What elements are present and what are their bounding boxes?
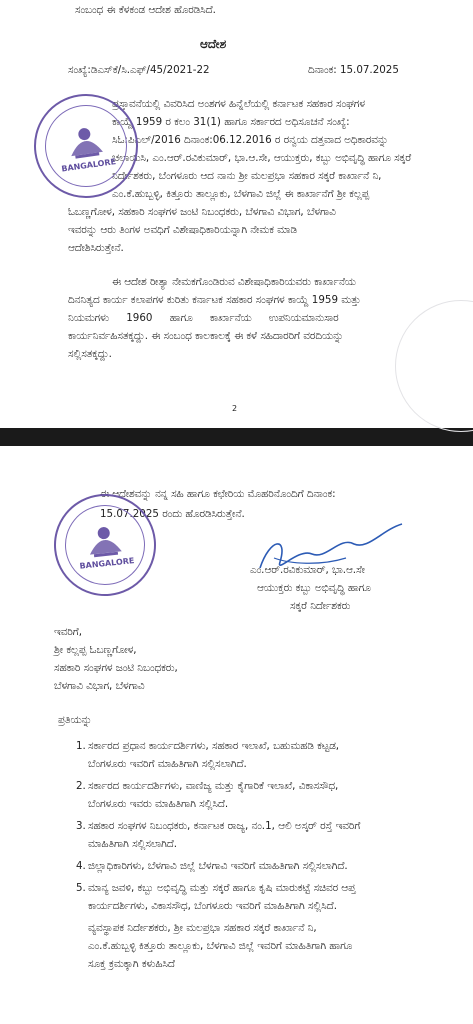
para1-line: ಪ್ರಸ್ತಾವನೆಯಲ್ಲಿ ವಿವರಿಸಿದ ಅಂಶಗಳ ಹಿನ್ನೆಲೆಯಲ್ಲಿ ಕರ್ನಾಟಕ ಸಹಕಾರ ಸಂಘಗಳ [112,98,365,110]
list-item-line: ಜಿಲ್ಲಾಧಿಕಾರಿಗಳು, ಬೆಳಗಾವಿ ಜಿಲ್ಲೆ ಬೆಳಗಾವಿ ಇವರಿಗೆ ಮಾಹಿತಿಗಾಗಿ ಸಲ್ಲಿಸಲಾಗಿದೆ. [88,860,348,872]
para2-line: ನಿಯಮಗಳು 1960 ಹಾಗೂ ಕಾರ್ಖಾನೆಯ ಉಪನಿಯಮಾನುಸಾರ [68,312,339,324]
document-page-1 [0,0,473,428]
recipient-line: ಬೆಳಗಾವಿ ವಿಭಾಗ, ಬೆಳಗಾವಿ [54,680,145,692]
signer-title-line-2: ಸಕ್ಕರೆ ನಿರ್ದೇಶಕರು [290,600,351,612]
order-title: ಆದೇಶ [200,37,227,51]
closing-line-2: 15.07.2025 ರಂದು ಹೊರಡಿಸಿರುತ್ತೇನೆ. [100,508,245,520]
list-item-line: ಸೂಕ್ತ ಕ್ರಮಕ್ಕಾಗಿ ಕಳುಹಿಸಿದೆ [88,958,175,970]
faint-watermark [395,300,473,432]
para1-line: ಸಿಓ:ಪಿಎಲ್/2016 ದಿನಾಂಕ:06.12.2016 ರ ರನ್ವಯ ದತ್ತವಾದ ಅಧಿಕಾರವನ್ನು [112,134,389,146]
office-seal-stamp [49,489,161,601]
list-item-line: ಎಂ.ಕೆ.ಹುಬ್ಬಳ್ಳಿ ಕಿತ್ತೂರು ತಾಲ್ಲೂಕು, ಬೆಳಗಾವಿ ಜಿಲ್ಲೆ ಇವರಿಗೆ ಮಾಹಿತಿಗಾಗಿ ಹಾಗೂ [88,940,353,952]
para1-line: ಓಬಣ್ಣಗೋಳ, ಸಹಕಾರಿ ಸಂಘಗಳ ಜಂಟಿ ನಿಬಂಧಕರು, ಬೆಳಗಾವಿ ವಿಭಾಗ, ಬೆಳಗಾವಿ [68,206,336,218]
list-item-number: 5. [76,882,86,894]
list-item-line: ಸರ್ಕಾರದ ಕಾರ್ಯದರ್ಶಿಗಳು, ವಾಣಿಜ್ಯ ಮತ್ತು ಕೈಗಾರಿಕೆ ಇಲಾಖೆ, ವಿಕಾಸಸೌಧ, [88,780,339,792]
para1-line: ಆದೇಶಿಸಿರುತ್ತೇನೆ. [68,242,124,254]
recipient-line: ಶ್ರೀ ಕಲ್ಲಪ್ಪ ಓಬಣ್ಣಗೋಳ, [54,644,137,656]
list-item-line: ಮಾನ್ಯ ಜವಳಿ, ಕಬ್ಬು ಅಭಿವೃದ್ಧಿ ಮತ್ತು ಸಕ್ಕರೆ ಹಾಗೂ ಕೃಷಿ ಮಾರುಕಟ್ಟೆ ಸಚಿವರ ಆಪ್ತ [88,882,356,894]
list-item-number: 4. [76,860,86,872]
para1-line: ಎಂ.ಕೆ.ಹುಬ್ಬಳ್ಳಿ, ಕಿತ್ತೂರು ತಾಲ್ಲೂಕು, ಬೆಳಗಾವಿ ಜಿಲ್ಲೆ ಈ ಕಾರ್ಖಾನೆಗೆ ಶ್ರೀ ಕಲ್ಲಪ್ಪ [112,188,370,200]
state-emblem-icon [80,517,128,561]
list-item-line: ಕಾರ್ಯದರ್ಶಿಗಳು, ವಿಕಾಸಸೌಧ, ಬೆಂಗಳೂರು ಇವರಿಗೆ ಮಾಹಿತಿಗಾಗಿ ಸಲ್ಲಿಸಿದೆ. [88,900,337,912]
recipient-line: ಸಹಕಾರಿ ಸಂಘಗಳ ಜಂಟಿ ನಿಬಂಧಕರು, [54,662,178,674]
list-item-line: ಸಹಕಾರ ಸಂಘಗಳ ನಿಬಂಧಕರು, ಕರ್ನಾಟಕ ರಾಜ್ಯ, ನಂ.1, ಆಲಿ ಅಸ್ಕರ್ ರಸ್ತೆ ಇವರಿಗೆ [88,820,361,832]
para2-line: ಈ ಆದೇಶ ರೀತ್ಯಾ ನೇಮಕಗೊಂಡಿರುವ ವಿಶೇಷಾಧಿಕಾರಿಯವರು ಕಾರ್ಖಾನೆಯ [112,276,356,288]
para2-line: ಕಾರ್ಯನಿರ್ವಹಿಸತಕ್ಕದ್ದು. ಈ ಸಂಬಂಧ ಕಾಲಕಾಲಕ್ಕೆ ಈ ಕಳೆ ಸಹಿದಾರರಿಗೆ ವರದಿಯನ್ನು [68,330,344,342]
state-emblem-icon [61,117,110,163]
signer-name: ಎಂ.ಆರ್.ರವಿಕುಮಾರ್, ಭಾ.ಆ.ಸೇ [250,564,365,576]
copy-to-label: ಪ್ರತಿಯನ್ನು [58,714,92,726]
recipient-label: ಇವರಿಗೆ, [54,626,82,638]
list-item-line: ಬೆಂಗಳೂರು ಇವರು ಮಾಹಿತಿಗಾಗಿ ಸಲ್ಲಿಸಿದೆ. [88,798,229,810]
list-item-number: 3. [76,820,86,832]
signer-title-line-1: ಆಯುಕ್ತರು ಕಬ್ಬು ಅಭಿವೃದ್ಧಿ ಹಾಗೂ [257,582,371,594]
order-date: ದಿನಾಂಕ: 15.07.2025 [308,64,399,76]
para2-line: ದಿನನಿತ್ಯದ ಕಾರ್ಯ ಕಲಾಪಗಳ ಕುರಿತು ಕರ್ನಾಟಕ ಸಹಕಾರ ಸಂಘಗಳ ಕಾಯ್ದೆ 1959 ಮತ್ತು [68,294,361,306]
para2-line: ಸಲ್ಲಿಸತಕ್ಕದ್ದು. [68,348,112,360]
list-item-number: 1. [76,740,86,752]
list-item-line: ಮಾಹಿತಿಗಾಗಿ ಸಲ್ಲಿಸಲಾಗಿದೆ. [88,838,178,850]
list-item-number: 2. [76,780,86,792]
para1-line: ಕಾಯ್ದೆ 1959 ರ ಕಲಂ 31(1) ಹಾಗೂ ಸರ್ಕಾರದ ಅಧಿಸೂಚನೆ ಸಂಖ್ಯೆ: [112,116,350,128]
para1-line: ಇವರನ್ನು ಆರು ತಿಂಗಳ ಅವಧಿಗೆ ವಿಶೇಷಾಧಿಕಾರಿಯನ್ನಾಗಿ ನೇಮಕ ಮಾಡಿ [68,224,298,236]
list-item-line: ಸರ್ಕಾರದ ಪ್ರಧಾನ ಕಾರ್ಯದರ್ಶಿಗಳು, ಸಹಕಾರ ಇಲಾಖೆ, ಬಹುಮಹಡಿ ಕಟ್ಟಡ, [88,740,340,752]
list-item-line: ಬೆಂಗಳೂರು ಇವರಿಗೆ ಮಾಹಿತಿಗಾಗಿ ಸಲ್ಲಿಸಲಾಗಿದೆ. [88,758,247,770]
order-number: ಸಂಖ್ಯೆ:ಡಿಎಸ್‌ಕೆ/ಸಿ.ಎಫ್/45/2021-22 [68,64,210,76]
document-page-2 [0,446,473,1024]
list-item-line: ವ್ಯವಸ್ಥಾಪಕ ನಿರ್ದೇಶಕರು, ಶ್ರೀ ಮಲಪ್ರಭಾ ಸಹಕಾರ ಸಕ್ಕರೆ ಕಾರ್ಖಾನೆ ನಿ, [88,922,317,934]
seal-city-text: BANGALORE [60,157,117,174]
closing-line-1: ಈ ಆದೇಶವನ್ನು ನನ್ನ ಸಹಿ ಹಾಗೂ ಕಛೇರಿಯ ಮೊಹರಿನೊಂದಿಗೆ ದಿನಾಂಕ: [100,488,336,500]
page-number: 2 [232,404,238,413]
seal-city-text: BANGALORE [79,556,135,571]
intro-line: ಸಂಬಂಧ ಈ ಕೆಳಕಂಡ ಆದೇಶ ಹೊರಡಿಸಿದೆ. [75,4,216,16]
para1-line: ನಿರ್ದೇಶಕರು, ಬೆಂಗಳೂರು ಆದ ನಾನು ಶ್ರೀ ಮಲಪ್ರಭಾ ಸಹಕಾರ ಸಕ್ಕರೆ ಕಾರ್ಖಾನೆ ನಿ, [112,170,382,182]
para1-line: ಚಲಾಯಿಸಿ, ಎಂ.ಆರ್.ರವಿಕುಮಾರ್, ಭಾ.ಆ.ಸೇ, ಆಯುಕ್ತರು, ಕಬ್ಬು ಅಭಿವೃದ್ಧಿ ಹಾಗೂ ಸಕ್ಕರೆ [112,152,412,164]
